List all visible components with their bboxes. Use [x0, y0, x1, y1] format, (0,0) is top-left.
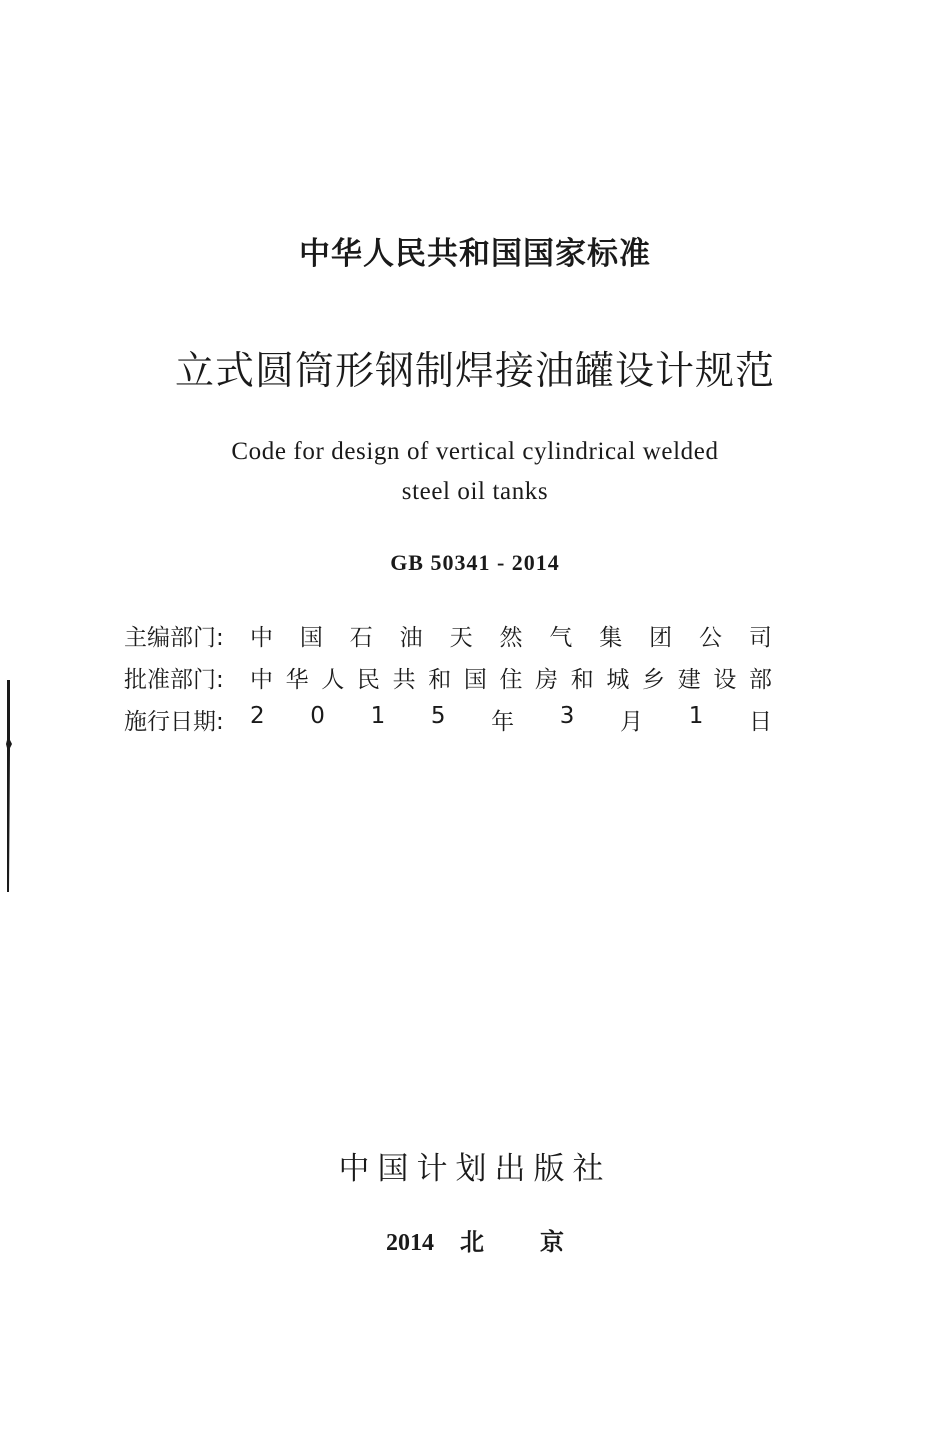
effective-date-label: 施行日期: [124, 708, 224, 735]
editor-char: 油 [399, 624, 423, 651]
title-chinese: 立式圆筒形钢制焊接油罐设计规范 [174, 349, 775, 394]
approver-char: 中 [250, 666, 273, 693]
editor-char: 公 [699, 624, 723, 651]
approver-char: 华 [285, 666, 309, 693]
effective-date-char: 3 [559, 702, 575, 729]
approver-char: 城 [606, 666, 630, 693]
effective-date-char: 年 [491, 708, 515, 735]
standard-type-heading: 中华人民共和国国家标准 [299, 236, 651, 272]
approver-char: 人 [321, 666, 345, 693]
publication-year-city [0, 1222, 950, 1257]
approver-char: 房 [535, 666, 559, 693]
editor-value [250, 619, 784, 652]
editor-char: 国 [299, 624, 323, 651]
approver-char: 乡 [642, 666, 666, 693]
editor-char: 集 [599, 624, 623, 651]
standard-code: GB 50341 - 2014 [390, 550, 560, 575]
approver-label: 批准部门: [124, 666, 224, 693]
binding-edge-mark [4, 680, 12, 892]
approver-char: 部 [748, 666, 772, 693]
effective-date-char: 0 [310, 702, 325, 729]
approver-char: 民 [356, 666, 380, 693]
publication-city-1: 北 [460, 1230, 484, 1256]
editor-char: 石 [349, 624, 373, 651]
approver-char: 设 [713, 666, 737, 693]
effective-date-char: 5 [430, 702, 446, 729]
effective-date-char: 月 [620, 708, 644, 735]
approver-char: 国 [463, 666, 487, 693]
publisher-name: 中国计划出版社 [338, 1151, 612, 1187]
approver-row [124, 661, 784, 693]
editor-row [124, 619, 784, 651]
approver-value [250, 661, 784, 694]
title-english-line-1: Code for design of vertical cylindrical welded [231, 438, 719, 465]
publication-year: 2014 [386, 1230, 434, 1256]
editor-char: 团 [649, 624, 673, 651]
approver-char: 住 [499, 666, 523, 693]
editor-char: 中 [250, 624, 273, 651]
approver-char: 和 [428, 666, 452, 693]
effective-date-row [124, 703, 784, 735]
effective-date-char: 1 [370, 702, 386, 729]
editor-char: 司 [748, 624, 772, 651]
editor-char: 气 [549, 624, 573, 651]
publication-city-2: 京 [540, 1230, 564, 1256]
approver-char: 建 [677, 666, 701, 693]
editor-char: 天 [449, 624, 473, 651]
effective-date-char: 2 [250, 702, 265, 729]
effective-date-value [250, 703, 784, 736]
editor-char: 然 [499, 624, 523, 651]
effective-date-char: 1 [688, 702, 704, 729]
effective-date-char: 日 [748, 708, 772, 735]
editor-label: 主编部门: [124, 624, 224, 651]
title-english-line-2: steel oil tanks [401, 478, 549, 505]
approver-char: 共 [392, 666, 416, 693]
approver-char: 和 [570, 666, 594, 693]
